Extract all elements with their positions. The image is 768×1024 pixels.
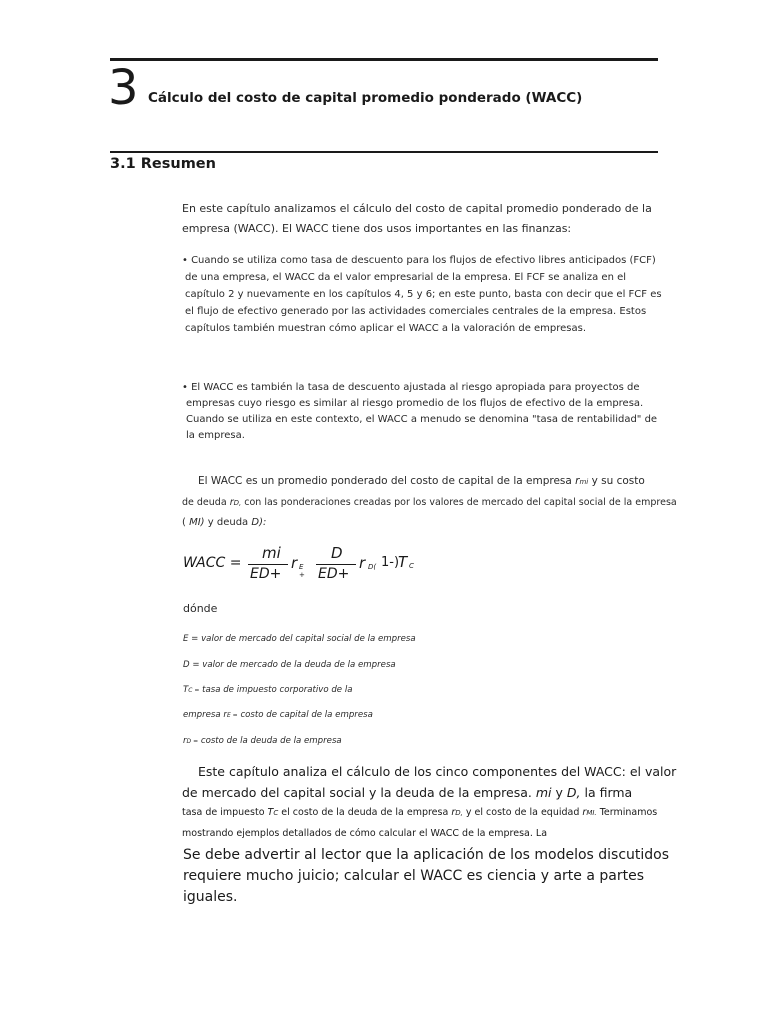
closing-text: de mercado del capital social y la deuda de la empresa.	[182, 785, 532, 800]
formula-lhs: WACC =	[183, 555, 242, 571]
rd-subscript: D =	[186, 738, 199, 745]
definition-d: D = valor de mercado de la deuda de la empresa	[183, 660, 396, 670]
closing-text: la firma	[584, 785, 633, 800]
re-symbol: r	[575, 475, 580, 487]
definition-re	[183, 710, 373, 720]
closing-line-7: iguales.	[183, 889, 238, 905]
rd-symbol: r	[183, 736, 187, 746]
re-subscript: mi	[579, 478, 589, 486]
closing-text: y	[555, 785, 563, 800]
fraction-bar-1	[248, 564, 288, 565]
section-rule	[110, 151, 658, 153]
bullet2-line: la empresa.	[186, 430, 245, 441]
formula-den2: ED+	[318, 566, 350, 582]
formula-num1: mi	[262, 544, 281, 562]
bullet1-line: el flujo de efectivo generado por las actividades comerciales centrales de la empresa. Estos	[185, 306, 647, 317]
intro-line-2: empresa (WACC). El WACC tiene dos usos importantes en las finanzas:	[182, 222, 572, 235]
tc-text: tasa de impuesto corporativo de la	[202, 685, 353, 695]
formula-re-sub: E +	[299, 563, 305, 579]
formula-den1: ED+	[250, 566, 282, 582]
formula-tc: T	[398, 553, 408, 571]
chapter-title: Cálculo del costo de capital promedio ponderado (WACC)	[148, 90, 583, 106]
re-symbol: r	[582, 807, 587, 818]
closing-line-6: requiere mucho juicio; calcular el WACC es ciencia y arte a partes	[183, 868, 644, 884]
weighted-text: El WACC es un promedio ponderado del costo de capital de la empresa	[198, 475, 572, 487]
closing-line-1: Este capítulo analiza el cálculo de los cinco componentes del WACC: el valor	[198, 764, 677, 779]
weighted-line-1	[198, 473, 678, 491]
bullet1-line: capítulos también muestran cómo aplicar el WACC a la valoración de empresas.	[185, 323, 587, 334]
section-title: 3.1 Resumen	[110, 156, 216, 172]
rd-symbol: r	[229, 497, 234, 508]
closing-text: Terminamos	[599, 807, 658, 818]
intro-line-1: En este capítulo analizamos el cálculo del costo de capital promedio ponderado de la	[182, 202, 652, 215]
fraction-bar-2	[316, 564, 356, 565]
weighted-line-3	[182, 514, 662, 531]
closing-text: tasa de impuesto	[182, 807, 265, 818]
closing-line-3	[182, 807, 657, 818]
bullet2-line: • El WACC es también la tasa de descuento ajustada al riesgo apropiada para proyectos de	[182, 382, 640, 393]
formula-one-minus: 1-)	[381, 555, 400, 570]
bullet2-line: empresas cuyo riesgo es similar al riesgo promedio de los flujos de efectivo de la empresa.	[186, 398, 644, 409]
tc-subscript: C	[273, 809, 279, 817]
re-subscript: E =	[226, 712, 238, 719]
bullet1-line: de una empresa, el WACC da el valor empresarial de la empresa. El FCF se analiza en el	[185, 272, 627, 283]
definition-e: E = valor de mercado del capital social de la empresa	[183, 634, 416, 644]
closing-line-4: mostrando ejemplos detallados de cómo calcular el WACC de la empresa. La	[182, 828, 548, 839]
paren: (	[182, 517, 186, 528]
definition-rd	[183, 736, 342, 746]
weighted-line-2	[182, 494, 677, 512]
rd-subscript: D,	[455, 809, 463, 817]
d-symbol: D,	[566, 785, 581, 800]
weighted-text: con las ponderaciones creadas por los valores de mercado del capital social de la empresa	[244, 497, 677, 508]
bullet1-line: • Cuando se utiliza como tasa de descuento para los flujos de efectivo libres anticipados (FCF)	[182, 255, 656, 266]
mi-symbol: MI)	[189, 517, 205, 528]
bullet2-line: Cuando se utiliza en este contexto, el WACC a menudo se denomina "tasa de rentabilidad" de	[186, 414, 658, 425]
closing-line-5: Se debe advertir al lector que la aplicación de los modelos discutidos	[183, 847, 670, 863]
d-symbol: D):	[251, 517, 267, 528]
closing-text: y el costo de la equidad	[465, 807, 580, 818]
tc-symbol: T	[267, 807, 274, 818]
weighted-text: de deuda	[182, 497, 227, 508]
closing-line-2	[182, 785, 632, 800]
mi-symbol: mi	[535, 785, 552, 800]
re-symbol: r	[223, 710, 227, 720]
formula-re: r	[291, 554, 298, 572]
formula-rd-sub: D(	[368, 563, 377, 571]
closing-text: el costo de la deuda de la empresa	[281, 807, 449, 818]
top-rule	[110, 58, 658, 61]
definition-tc	[183, 685, 352, 695]
re-prefix: empresa	[183, 710, 221, 720]
formula-tc-sub: C	[409, 562, 414, 570]
formula-rd: r	[359, 554, 366, 572]
formula-num2: D	[331, 544, 343, 562]
chapter-number: 3	[108, 60, 139, 116]
weighted-text: y deuda	[207, 517, 249, 528]
donde-label: dónde	[183, 602, 218, 615]
re-text: costo de capital de la empresa	[240, 710, 373, 720]
rd-symbol: r	[451, 807, 456, 818]
rd-text: costo de la deuda de la empresa	[200, 736, 342, 746]
tc-subscript: C =	[188, 687, 200, 694]
re-subscript: MI.	[586, 809, 597, 817]
rd-subscript: D,	[233, 499, 242, 507]
weighted-text: y su costo	[591, 475, 645, 487]
tc-symbol: T	[183, 685, 189, 695]
bullet1-line: capítulo 2 y nuevamente en los capítulos 4, 5 y 6; en este punto, basta con decir que el FCF es	[185, 289, 662, 300]
